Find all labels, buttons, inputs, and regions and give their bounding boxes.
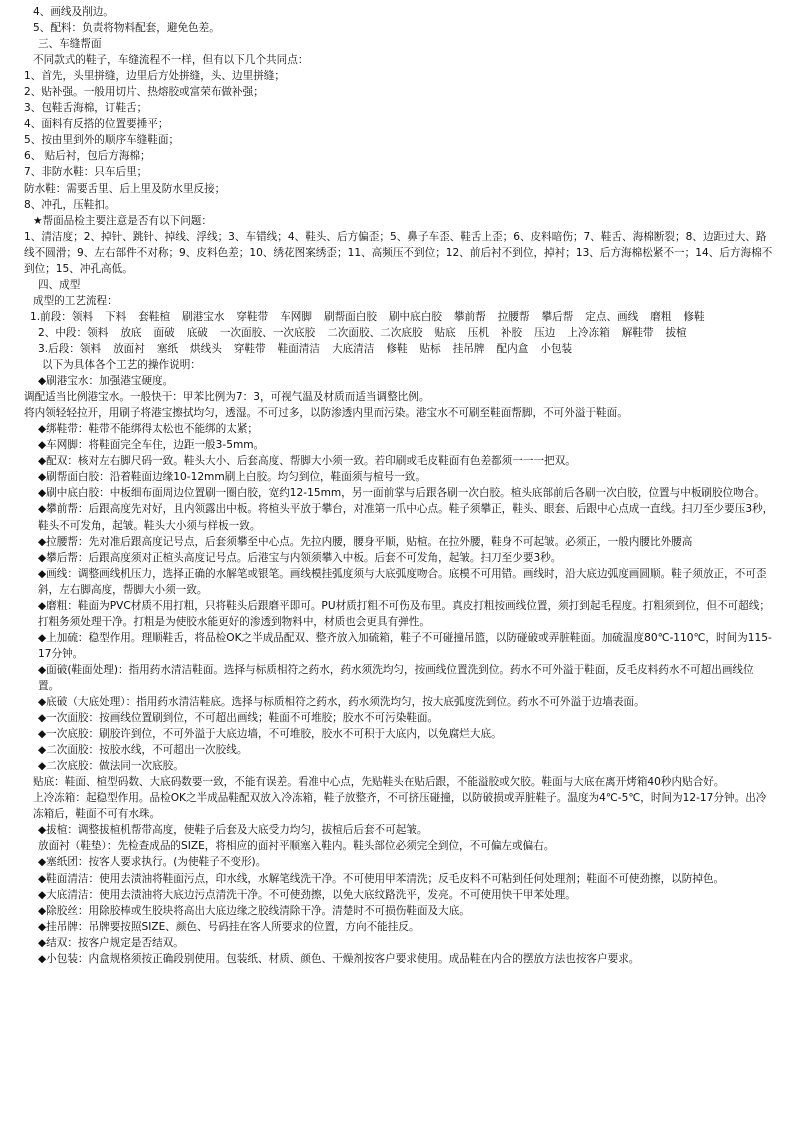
- operation-line: ◆刷港宝水：加强港宝硬度。: [38, 375, 174, 388]
- operation-line: 放面衬（鞋垫）：先检查成品的SIZE，将相应的面衬平顺塞入鞋内。鞋头部位必须完全到位，不可偏左或偏右。: [38, 840, 555, 853]
- text-line: 5、配料：负责将物料配套，避免色差。: [33, 22, 220, 35]
- process-step: 贴底: [434, 326, 456, 339]
- operation-line: 调配适当比例港宝水。一般快干：甲苯比例为7：3，可视气温及材质而适当调整比例。: [24, 391, 430, 404]
- process-stage: [24, 309, 774, 325]
- operation-line: ◆除胶丝：用除胶棒或生胶块将高出大底边缘之胶线清除干净。清楚时不可损伤鞋面及大底。: [38, 904, 470, 917]
- text-line: 5、按由里到外的顺序车缝鞋面；: [24, 134, 180, 147]
- stage-label: 1.前段：: [30, 310, 72, 323]
- operation-line: 贴底：鞋面、楦型码数、大底码数要一致，不能有误差。看准中心点，先贴鞋头在贴后跟，不能溢胶或欠胶。鞋面与大底在离开烤箱40秒内贴合好。: [33, 776, 725, 789]
- process-step: 刷帮面白胶: [323, 310, 377, 323]
- process-step: 烘线头: [190, 342, 222, 355]
- intro-section: [24, 4, 774, 309]
- process-step: 穿鞋带: [236, 310, 269, 323]
- operation-line: ◆刷帮面白胶：沿着鞋面边缘10-12mm刷上白胶。均匀到位，鞋面须与楦号一致。: [38, 471, 426, 484]
- operation-line: ◆刷中底白胶：中板细布面周边位置刷一圈白胶，宽约12-15mm，另一面前掌与后跟各刷一次白胶。楦头底部前后各刷一次白胶，位置与中板刷胶位吻合。: [38, 487, 765, 500]
- process-step: 车网脚: [280, 310, 312, 323]
- text-line: 防水鞋：需要舌里、后上里及防水里反接；: [24, 182, 226, 195]
- process-step: 上冷冻箱: [567, 326, 610, 339]
- operation-line: ◆拔楦：调整拔楦机帮带高度，使鞋子后套及大底受力均匀，拔楦后后套不可起皱。: [38, 824, 428, 837]
- process-step: 领料: [87, 326, 109, 339]
- process-step: 一次面胶、一次底胶: [219, 326, 316, 339]
- operation-line: ◆挂吊牌：吊牌要按照SIZE、颜色、号码挂在客人所要求的位置，方向不能挂反。: [38, 920, 420, 933]
- operation-line: ◆攀后帮：后跟高度须对正楦头高度记号点。后港宝与内领须攀入中板。后套不可发角，起皱。扫刀至少要3秒。: [38, 551, 562, 564]
- process-step: 拉腰帮: [497, 310, 530, 323]
- process-step: 面破: [153, 326, 175, 339]
- text-line: 成型的工艺流程：: [33, 294, 118, 307]
- stage-label: 3.后段：: [38, 342, 80, 355]
- operation-line: ◆二次底胶：做法同一次底胶。: [38, 760, 184, 773]
- operation-line: ◆二次面胶：按胶水线，不可超出一次胶线。: [38, 744, 248, 757]
- process-step: 压边: [534, 326, 556, 339]
- text-line: 4、画线及削边。: [33, 6, 114, 18]
- process-step: 定点、画线: [585, 310, 639, 323]
- operation-line: ◆上加硫：稳型作用。理顺鞋舌，将品检OK之半成品配双、整齐放入加硫箱，鞋子不可碰撞吊篮，以防碰破或弄脏鞋面。加硫温度80℃-110℃，时间为115-17分钟。: [38, 631, 772, 660]
- process-step: 底破: [186, 326, 208, 339]
- text-line: 8、冲孔，压鞋扣。: [24, 198, 116, 211]
- operation-line: ◆车网脚：将鞋面完全车住，边距一般3-5mm。: [38, 439, 265, 452]
- text-line: 3、包鞋舌海棉，订鞋舌；: [24, 102, 148, 115]
- text-line: 7、非防水鞋：只车后里；: [24, 166, 148, 179]
- process-step: 攀后帮: [541, 310, 574, 323]
- process-step: 磨粗: [650, 310, 672, 323]
- process-step: 修鞋: [386, 342, 408, 355]
- process-step: 放面衬: [113, 342, 145, 355]
- text-line: 4、面料有反搭的位置要捶平；: [24, 118, 169, 131]
- operation-line: ◆小包装：内盒规格须按正确段别使用。包装纸、材质、颜色、干燥剂按客户要求使用。成品鞋在内合的摆放方法也按客户要求。: [38, 952, 640, 965]
- process-step: 压机: [467, 326, 489, 339]
- operation-line: 上冷冻箱：起稳型作用。品检OK之半成品鞋配双放入冷冻箱，鞋子放整齐，不可挤压碰撞，以防破损或弄脏鞋子。温度为4℃-5℃，时间为12-17分钟。出冷冻箱后，鞋面不可有水珠。: [33, 792, 767, 821]
- text-line: 三、车缝帮面: [38, 38, 102, 51]
- operation-line: ◆大底清洁：使用去渍油将大底边污点清洗干净。不可使劲擦，以免大底纹路洗平，发亮。不可使用快干甲苯处理。: [38, 888, 576, 901]
- operation-line: 将内领轻轻拉开，用刷子将港宝擦拭均匀，透湿。不可过多，以防渗透内里而污染。港宝水不可刷至鞋面帮脚，不可外溢于鞋面。: [24, 407, 628, 420]
- process-step: 套鞋楦: [138, 310, 171, 323]
- process-stage: [24, 341, 774, 357]
- operation-line: 以下为具体各个工艺的操作说明：: [42, 359, 201, 372]
- process-step: 下料: [105, 310, 127, 323]
- process-step: 大底清洁: [331, 342, 375, 355]
- operation-line: ◆一次底胶：刷胶许到位，不可外溢于大底边墙，不可堆胶，胶水不可积于大底内，以免腐烂大底。: [38, 728, 502, 741]
- process-step: 放底: [120, 326, 142, 339]
- process-step: 领料: [79, 342, 102, 355]
- process-step: 挂吊牌: [452, 342, 485, 355]
- text-line: 不同款式的鞋子，车缝流程不一样，但有以下几个共同点：: [33, 54, 309, 67]
- text-line: 2、贴补强。一般用切片、热熔胶或富荣布做补强；: [24, 86, 264, 99]
- operation-line: ◆塞纸团：按客人要求执行。(为使鞋子不变形)。: [38, 856, 267, 869]
- text-line: 1、首先，头里拼缝，边里后方处拼缝，头、边里拼缝；: [24, 70, 285, 83]
- stage-label: 2、中段：: [38, 326, 88, 339]
- operation-line: ◆绑鞋带：鞋带不能绑得太松也不能绑的太紧；: [38, 423, 259, 436]
- operation-line: ◆鞋面清洁：使用去渍油将鞋面污点，印水线，水解笔线洗干净。不可使用甲苯清洗；反毛皮料不可粘到任何处理剂；鞋面不可使劲擦，以防掉色。: [38, 872, 725, 885]
- process-step: 鞋面清洁: [277, 342, 320, 355]
- process-step: 配内盒: [496, 342, 529, 355]
- process-step: 小包装: [540, 342, 573, 355]
- operation-line: ◆磨粗：鞋面为PVC材质不用打粗，只将鞋头后跟磨平即可。PU材质打粗不可伤及布里。真皮打粗按画线位置，须打到起毛程度。打粗须到位，但不可超线；打粗务须处理干净。打粗是为使胶水能更好的渗透到物料中，材质也会更具有弹性。: [38, 599, 770, 628]
- process-step: 二次面胶、二次底胶: [327, 326, 423, 339]
- text-line: 6、 贴后衬，包后方海棉；: [24, 150, 151, 163]
- operation-line: ◆一次面胶：按画线位置刷到位，不可超出画线；鞋面不可堆胶；胶水不可污染鞋面。: [38, 712, 439, 725]
- text-line: 1、清洁度；2、掉针、跳针、掉线、浮线；3、车错线；4、鞋头、后方偏歪；5、鼻子车歪、鞋舌上歪；6、皮料暗伤；7、鞋舌、海棉断裂；8、边距过大、路线不圆滑；9、左右部件不对称；9、皮料色差；10、绣花图案绣歪；11、高频压不到位；12、前后衬不到位，掉衬；13、后方海棉松紧不一；14、后方海棉不到位；15、冲孔高低。: [24, 230, 773, 275]
- process-step: 补胶: [500, 326, 523, 339]
- operation-line: ◆画线：调整画线机压力，选择正确的水解笔或银笔。画线模挂弧度须与大底弧度吻合。底模不可用错。画线时，沿大底边弧度画圆顺。鞋子须放正，不可歪斜，左右脚高度，帮脚大小须一致。: [38, 567, 767, 596]
- process-step: 穿鞋带: [233, 342, 266, 355]
- operation-line: ◆底破（大底处理）：指用药水清洁鞋底。选择与标质相符之药水，药水须洗均匀，按大底弧度洗到位。药水不可外溢于边墙表面。: [38, 696, 645, 709]
- process-step: 刷港宝水: [182, 310, 225, 323]
- process-flow-section: [24, 309, 774, 357]
- process-step: 贴标: [419, 342, 441, 355]
- process-step: 刷中底白胶: [388, 310, 442, 323]
- operations-section: [24, 357, 774, 967]
- operation-line: ◆结双：按客户规定是否结双。: [38, 936, 184, 949]
- text-line: ★帮面品检主要注意是否有以下问题：: [33, 214, 212, 227]
- process-step: 解鞋带: [621, 326, 654, 339]
- process-step: 领料: [71, 310, 94, 323]
- text-line: 四、成型: [38, 278, 81, 291]
- operation-line: ◆拉腰帮：先对准后跟高度记号点，后套须攀至中心点。先拉内腰，腰身平顺，贴楦。在拉外腰，鞋身不可起皱。必须正，一般内腰比外腰高: [38, 535, 693, 548]
- operation-line: ◆攀前帮：后跟高度先对好，且内领露出中板。将楦头平放于攀台，对准第一爪中心点。鞋子须攀正，鞋头、眼套、后跟中心点成一直线。扫刀至少要压3秒，鞋头不可发角，起皱。鞋头大小须与样板一致。: [38, 503, 774, 532]
- operation-line: ◆配双：核对左右脚尺码一致。鞋头大小、后套高度、帮脚大小须一致。若印刷或毛皮鞋面有色差都须一一一把双。: [38, 455, 576, 468]
- process-step: 拔楦: [665, 326, 687, 339]
- process-step: 塞纸: [156, 342, 179, 355]
- process-step: 修鞋: [683, 310, 705, 323]
- process-step: 攀前帮: [453, 310, 486, 323]
- operation-line: ◆面破(鞋面处理)：指用药水清洁鞋面。选择与标质相符之药水，药水须洗均匀，按画线位置洗到位。药水不可外溢于鞋面，反毛皮料药水不可超出画线位置。: [38, 663, 754, 692]
- process-stage: [24, 325, 774, 341]
